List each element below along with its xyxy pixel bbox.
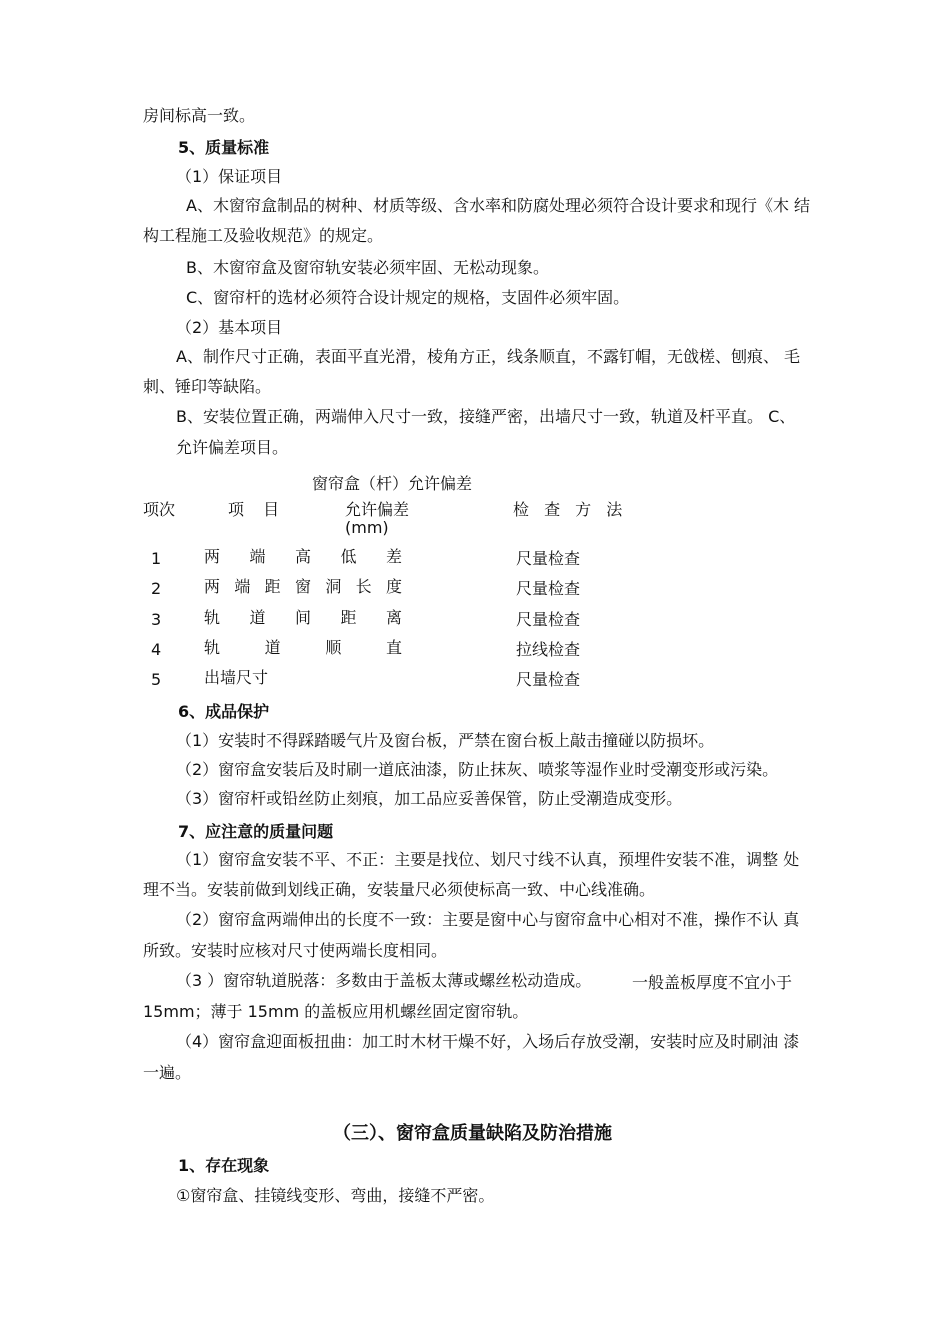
row-item: 两端距窗洞长度 <box>204 577 402 596</box>
paragraph-line: 一遍。 <box>143 1063 192 1082</box>
row-method: 尺量检查 <box>516 579 581 598</box>
header-method: 检 查 方 法 <box>513 500 623 519</box>
row-no: 1 <box>151 549 162 568</box>
paragraph-line: （1）窗帘盒安装不平、不正：主要是找位、划尺寸线不认真，预埋件安装不准，调整 处 <box>176 850 800 869</box>
header-item: 项 目 <box>228 500 280 519</box>
row-no: 3 <box>151 610 162 629</box>
paragraph-line: （4）窗帘盒迎面板扭曲：加工时木材干燥不好，入场后存放受潮，安装时应及时刷油 漆 <box>176 1032 800 1051</box>
header-tolerance: 允许偏差 <box>345 500 410 519</box>
paragraph-line: B、木窗帘盒及窗帘轨安装必须牢固、无松动现象。 <box>186 258 549 277</box>
paragraph-line: A、木窗帘盒制品的树种、材质等级、含水率和防腐处理必须符合设计要求和现行《木 结 <box>186 196 811 215</box>
paragraph-line: 刺、锤印等缺陷。 <box>143 377 272 396</box>
chapter-title: （三）、窗帘盒质量缺陷及防治措施 <box>333 1123 612 1144</box>
row-item: 轨道顺直 <box>204 638 402 657</box>
row-method: 尺量检查 <box>516 670 581 689</box>
row-item: 出墙尺寸 <box>204 668 269 687</box>
row-no: 4 <box>151 640 162 659</box>
paragraph-line: 允许偏差项目。 <box>176 438 289 457</box>
paragraph-line: C、窗帘杆的选材必须符合设计规定的规格，支固件必须牢固。 <box>186 288 630 307</box>
paragraph-line: （2）窗帘盒两端伸出的长度不一致：主要是窗中心与窗帘盒中心相对不准，操作不认 真 <box>176 910 800 929</box>
paragraph-line: ①窗帘盒、挂镜线变形、弯曲，接缝不严密。 <box>176 1186 495 1205</box>
section-heading-phenomena: 1、存在现象 <box>178 1156 270 1175</box>
row-method: 尺量检查 <box>516 610 581 629</box>
subheading-guarantee: （1）保证项目 <box>176 167 283 186</box>
paragraph-line: 构工程施工及验收规范》的规定。 <box>143 226 384 245</box>
section-heading-7: 7、应注意的质量问题 <box>178 822 334 841</box>
row-item: 轨道间距离 <box>204 608 402 627</box>
paragraph-line: （2）窗帘盒安装后及时刷一道底油漆，防止抹灰、喷浆等湿作业时受潮变形或污染。 <box>176 760 779 779</box>
paragraph-line: （1）安装时不得踩踏暖气片及窗台板，严禁在窗台板上敲击撞碰以防损坏。 <box>176 731 715 750</box>
subheading-basic: （2）基本项目 <box>176 318 283 337</box>
section-heading-6: 6、成品保护 <box>178 702 270 721</box>
table-title: 窗帘盒（杆）允许偏差 <box>312 474 473 493</box>
paragraph-line: 所致。安装时应核对尺寸使两端长度相同。 <box>143 941 448 960</box>
paragraph-line: （3）窗帘杆或铅丝防止刻痕，加工品应妥善保管，防止受潮造成变形。 <box>176 789 683 808</box>
header-no: 项次 <box>143 500 176 519</box>
paragraph-line: 理不当。安装前做到划线正确，安装量尺必须使标高一致、中心线准确。 <box>143 880 656 899</box>
paragraph-line: 房间标高一致。 <box>143 106 256 125</box>
row-method: 尺量检查 <box>516 549 581 568</box>
section-heading-5: 5、质量标准 <box>178 138 270 157</box>
header-unit: (mm) <box>345 518 389 537</box>
row-no: 5 <box>151 670 162 689</box>
paragraph-line: B、安装位置正确，两端伸入尺寸一致，接缝严密，出墙尺寸一致，轨道及杆平直。 C、 <box>176 407 796 426</box>
row-no: 2 <box>151 579 162 598</box>
paragraph-line: 一般盖板厚度不宜小于 <box>632 973 793 992</box>
paragraph-line: （3 ）窗帘轨道脱落：多数由于盖板太薄或螺丝松动造成。 <box>176 971 592 990</box>
row-item: 两端高低差 <box>204 547 402 566</box>
row-method: 拉线检查 <box>516 640 581 659</box>
paragraph-line: 15mm；薄于 15mm 的盖板应用机螺丝固定窗帘轨。 <box>143 1002 529 1021</box>
paragraph-line: A、制作尺寸正确，表面平直光滑，棱角方正，线条顺直，不露钉帽，无戗槎、刨痕、 毛 <box>176 347 801 366</box>
